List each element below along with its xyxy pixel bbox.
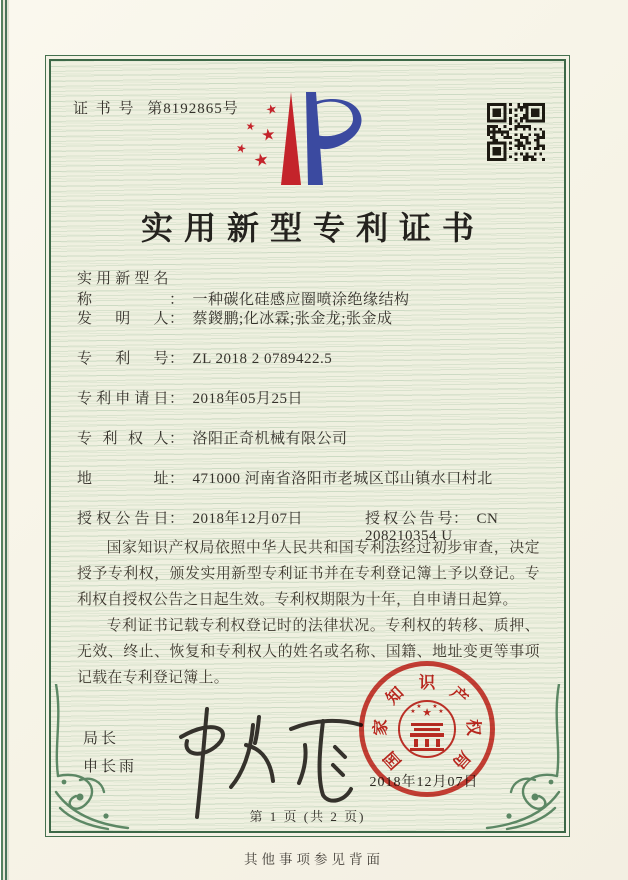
field-label: 授权公告号 [365,511,453,527]
qr-code-icon [487,103,545,161]
colon: ： [453,511,469,527]
svg-text:★: ★ [410,709,416,715]
field-label: 实用新型名称 [77,271,169,308]
page-binding-edge [0,0,10,880]
certificate-frame [45,55,570,837]
colon: ： [169,311,185,327]
cnipa-patent-logo-icon [207,89,377,191]
certificate-number-value: 第8192865号 [147,101,239,117]
footer-note: 其他事项参见背面 [244,852,384,867]
colon: ： [169,391,185,407]
seal-char: 国 [379,747,406,773]
svg-text:★: ★ [234,140,249,157]
commissioner-name: 申长雨 [83,759,138,775]
field-row-patentee [77,427,546,467]
page-indicator: 第 1 页 (共 2 页) [249,809,366,824]
commissioner-title: 局长 [83,731,120,747]
field-label: 发明人 [77,311,169,327]
svg-text:★: ★ [244,120,257,134]
field-value: 蔡鍐鹏;化冰霖;张金龙;张金成 [192,311,393,327]
agency-seal [359,661,495,797]
seal-char: 识 [418,673,436,692]
field-row-address [77,467,546,507]
seal-char: 知 [382,682,408,709]
svg-text:★: ★ [432,704,438,710]
certificate-inner [49,59,566,833]
field-value: 一种碳化硅感应圈喷涂绝缘结构 [192,292,410,308]
floral-flourish-icon [50,684,142,832]
field-row-name [77,267,546,307]
colon: ： [169,511,185,527]
colon: ： [169,351,185,367]
svg-text:★: ★ [422,707,432,719]
field-value: 2018年12月07日 [192,511,304,527]
svg-text:★: ★ [251,149,271,171]
fields-section [77,267,546,547]
field-value: 洛阳正奇机械有限公司 [192,431,348,447]
field-label: 专利号 [77,351,169,367]
field-value: ZL 2018 2 0789422.5 [192,351,333,367]
field-row-inventors [77,307,546,347]
legal-text [77,535,540,691]
legal-paragraph-2: 专利证书记载专利权登记时的法律状况。专利权的转移、质押、无效、终止、恢复和专利权人的姓名或名称、国籍、地址变更等事项记载在专利登记簿上。 [77,618,540,686]
national-emblem-icon [394,696,460,762]
field-value: 2018年05月25日 [192,391,304,407]
colon: ： [169,431,185,447]
seal-char: 局 [448,747,475,773]
field-row-filing-date [77,387,546,427]
seal-char: 产 [446,682,472,709]
field-label: 专利申请日 [77,391,169,407]
seal-char: 家 [370,718,391,736]
colon: ： [169,471,185,487]
svg-text:★: ★ [263,100,280,118]
seal-date: 2018年12月07日 [369,775,479,790]
field-label: 授权公告日 [77,511,169,527]
legal-paragraph-1: 国家知识产权局依照中华人民共和国专利法经过初步审查，决定授予专利权，颁发实用新型专利证书并在专利登记簿上予以登记。专利权自授权公告之日起生效。专利权期限为十年，自申请日起算。 [77,540,540,608]
field-label: 地址 [77,471,169,487]
certificate-title: 实用新型专利证书 [140,210,485,246]
svg-text:★: ★ [260,126,277,145]
svg-text:★: ★ [416,704,422,710]
certificate-number-label: 证 书 号 [73,101,136,117]
field-row-patent-number [77,347,546,387]
field-label: 专利权人 [77,431,169,447]
field-value: CN 208210354 U [365,511,499,544]
seal-char: 权 [463,718,484,736]
field-value: 471000 河南省洛阳市老城区邙山镇水口村北 [192,471,493,487]
svg-text:★: ★ [438,709,444,715]
colon: ： [169,292,185,308]
